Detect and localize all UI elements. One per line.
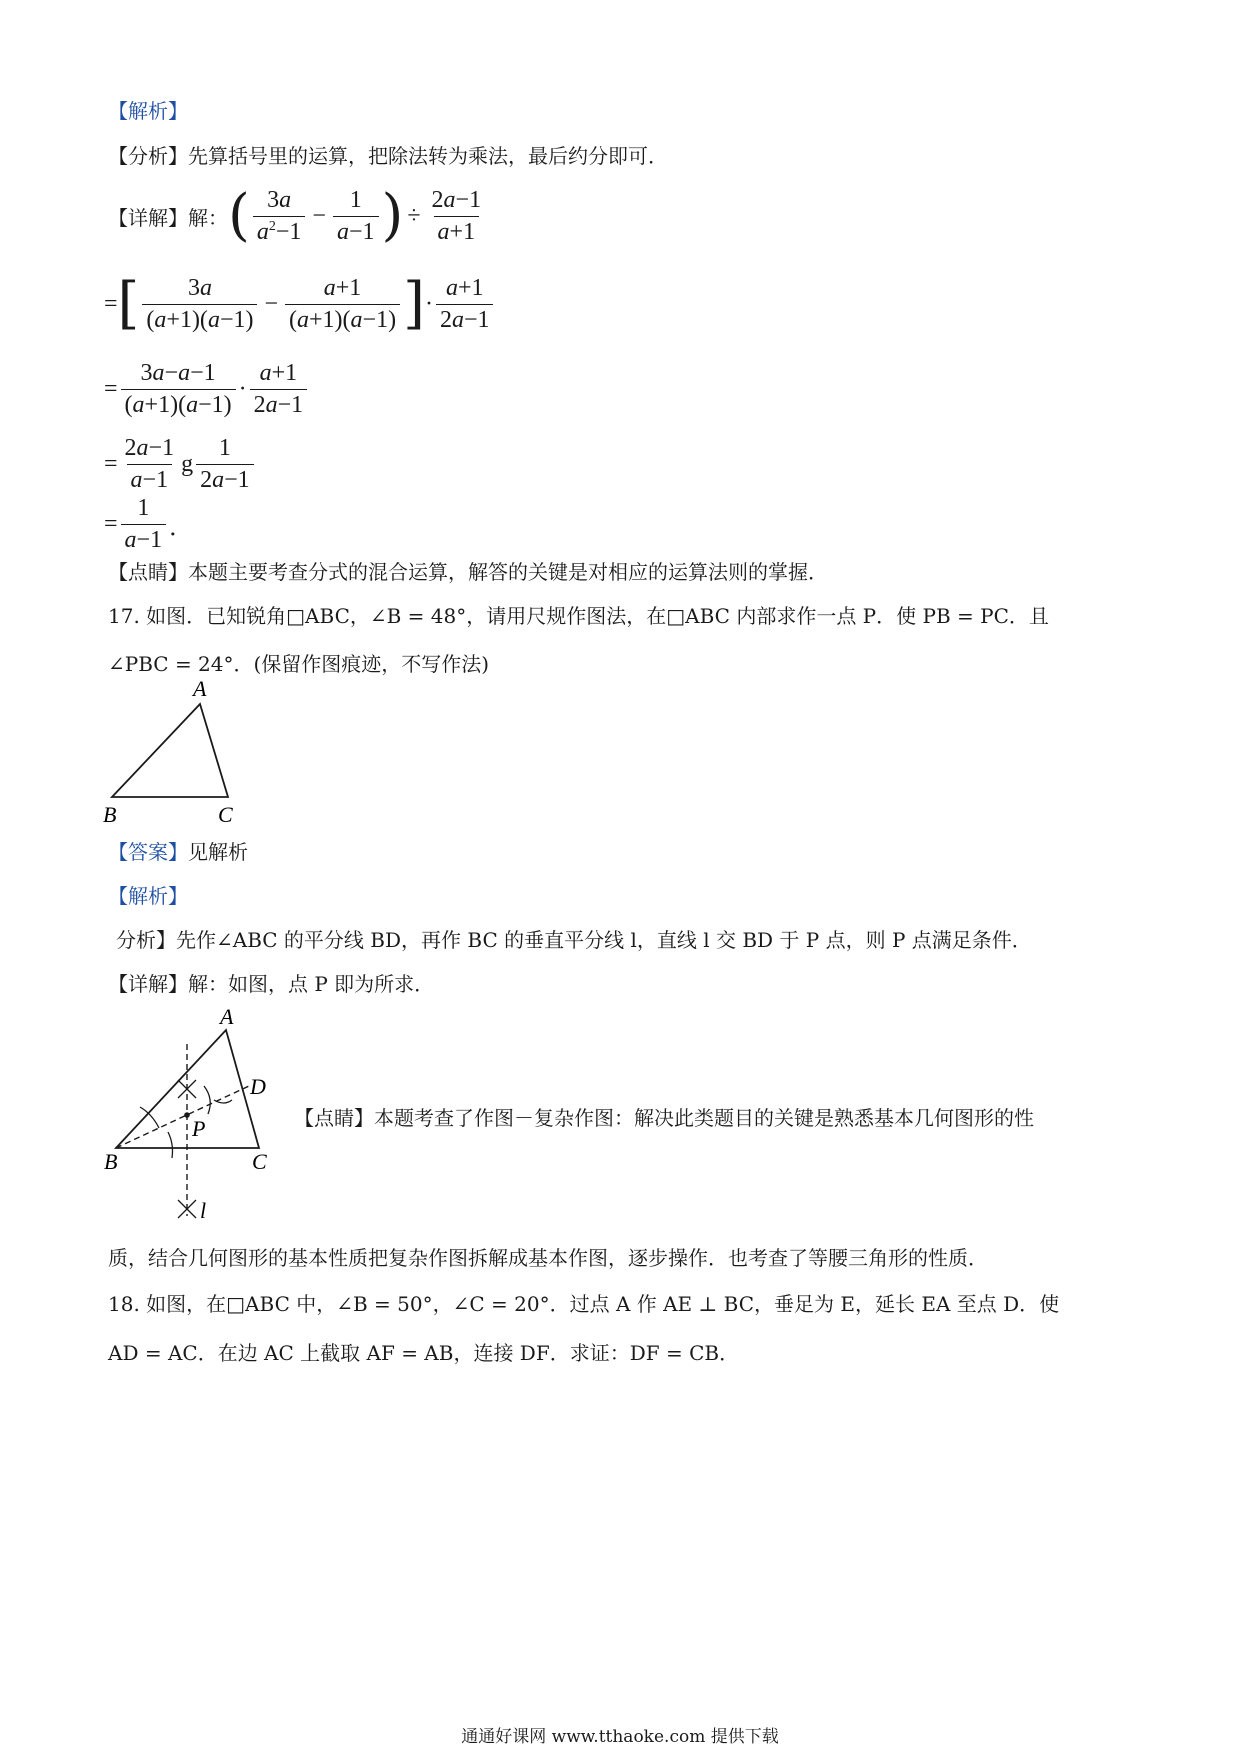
page-footer: 通通好课网 www.tthaoke.com 提供下载 [461,1727,779,1747]
q16-detail-prefix: 【详解】解： [108,205,228,230]
q17-comment-line1: 【点睛】本题考查了作图－复杂作图：解决此类题目的关键是熟悉基本几何图形的性 [294,1106,1034,1130]
q18-line2: AD = AC．在边 AC 上截取 AF = AB，连接 DF．求证：DF = CB． [108,1341,740,1365]
arc-mark [168,1132,173,1158]
q16-step-0: 【详解】解： ( $\frac{3a}{a^2-1}$ − $\frac{1}{a-1}$ ) ÷ $\frac{2a-1}{a+1}$ [108,183,482,248]
q17-analysis-tag: 【解析】 [108,884,188,908]
fig2-label-a: A [220,1004,234,1029]
q17-answer-text: 见解析 [188,840,248,864]
q17-construction-figure [96,1004,286,1229]
q17-answer-tag: 【答案】 [108,840,188,864]
fig2-label-p: P [192,1116,206,1141]
arc-mark [204,1086,210,1114]
q17-answer [108,836,248,865]
fig2-label-l: l [200,1198,207,1223]
q16-step-2: = $\frac{3a-a-1}{(a+1)(a-1)}$ · $\frac{a+1}{2a-1}$ [104,357,310,421]
q17-line1: 17. 如图．已知锐角□ABC，∠B = 48°，请用尺规作图法，在□ABC 内部求作一点 P．使 PB = PC．且 [108,604,1049,628]
q18-line1: 18. 如图，在□ABC 中，∠B = 50°，∠C = 20°．过点 A 作 AE ⊥ BC，垂足为 E，延长 EA 至点 D．使 [108,1292,1060,1316]
fig2-label-d: D [250,1074,266,1099]
angle-bisector-bd [116,1086,249,1148]
arc-mark [140,1107,159,1128]
q16-step-3: = $\frac{2a-1}{a-1}$ g $\frac{1}{2a-1}$ [104,432,257,496]
q17-detail-text: 【详解】解：如图，点 P 即为所求． [108,972,435,996]
q17-triangle-figure [100,672,280,832]
fig1-label-a: A [193,676,207,701]
q16-analysis-tag: 【解析】 [108,99,188,123]
q17-analysis-text: 分析】先作∠ABC 的平分线 BD，再作 BC 的垂直平分线 l，直线 l 交 BD 于 P 点，则 P 点满足条件． [116,928,1032,952]
fig1-label-c: C [218,802,233,827]
q17-comment-line2: 质，结合几何图形的基本性质把复杂作图拆解成基本作图，逐步操作．也考查了等腰三角形的性质． [108,1246,988,1270]
triangle-abc [112,704,228,797]
q17-line2: ∠PBC = 24°．(保留作图痕迹，不写作法) [108,652,490,676]
q16-step-4: = $\frac{1}{a-1}$ ． [104,494,194,553]
fig2-label-b: B [104,1149,118,1174]
q16-analysis-text: 【分析】先算括号里的运算，把除法转为乘法，最后约分即可． [108,144,668,168]
q16-step-1: = [ $\frac{3a}{(a+1)(a-1)}$ − $\frac{a+1}{(a+1)(a-1)}$ ] · $\frac{a+1}{2a-1}$ [104,272,496,336]
fig2-label-c: C [252,1149,267,1174]
fig1-label-b: B [103,802,117,827]
q16-comment: 【点睛】本题主要考查分式的混合运算，解答的关键是对相应的运算法则的掌握． [108,560,828,584]
point-p [184,1112,190,1118]
